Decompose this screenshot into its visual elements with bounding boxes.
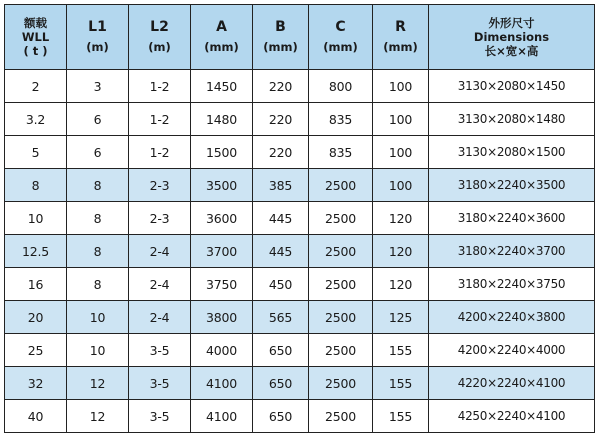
- cell-dimensions: 3180×2240×3700: [429, 235, 595, 268]
- cell-r: 155: [373, 334, 429, 367]
- cell-wll: 5: [5, 136, 67, 169]
- cell-c: 2500: [309, 202, 373, 235]
- cell-l2: 1-2: [129, 136, 191, 169]
- table-row: [5, 235, 595, 268]
- cell-l1: 12: [67, 367, 129, 400]
- cell-r: 155: [373, 400, 429, 433]
- cell-r: 100: [373, 70, 429, 103]
- cell-r: 100: [373, 103, 429, 136]
- cell-r: 100: [373, 136, 429, 169]
- cell-dimensions: 3180×2240×3750: [429, 268, 595, 301]
- cell-dimensions: 4220×2240×4100: [429, 367, 595, 400]
- header-l2-unit: (m): [148, 40, 171, 54]
- cell-a: 4000: [191, 334, 253, 367]
- header-row: [5, 5, 595, 70]
- header-c-unit: (mm): [323, 40, 358, 54]
- cell-dimensions: 3180×2240×3600: [429, 202, 595, 235]
- cell-wll: 3.2: [5, 103, 67, 136]
- cell-b: 650: [253, 400, 309, 433]
- cell-dimensions: 3130×2080×1500: [429, 136, 595, 169]
- table-row: [5, 136, 595, 169]
- cell-r: 155: [373, 367, 429, 400]
- header-dimensions-cn: 外形尺寸: [488, 16, 535, 30]
- cell-a: 1450: [191, 70, 253, 103]
- cell-l2: 3-5: [129, 367, 191, 400]
- header-wll-unit: ( t ): [23, 44, 48, 58]
- cell-c: 2500: [309, 268, 373, 301]
- header-dimensions-unit: 长×宽×高: [484, 44, 539, 58]
- header-cell-l1: [67, 5, 129, 70]
- header-b-label: B: [275, 19, 286, 35]
- cell-l1: 3: [67, 70, 129, 103]
- cell-l1: 8: [67, 202, 129, 235]
- cell-b: 385: [253, 169, 309, 202]
- header-a-unit: (mm): [204, 40, 239, 54]
- cell-r: 120: [373, 235, 429, 268]
- table-row: [5, 268, 595, 301]
- cell-dimensions: 4250×2240×4100: [429, 400, 595, 433]
- header-r-label: R: [395, 19, 406, 35]
- cell-wll: 8: [5, 169, 67, 202]
- table-row: [5, 367, 595, 400]
- table-row: [5, 202, 595, 235]
- cell-dimensions: 3130×2080×1480: [429, 103, 595, 136]
- cell-b: 565: [253, 301, 309, 334]
- header-a-label: A: [216, 19, 227, 35]
- cell-wll: 20: [5, 301, 67, 334]
- cell-a: 3600: [191, 202, 253, 235]
- cell-l1: 12: [67, 400, 129, 433]
- cell-l2: 2-3: [129, 202, 191, 235]
- cell-c: 2500: [309, 367, 373, 400]
- cell-dimensions: 3180×2240×3500: [429, 169, 595, 202]
- header-cell-c: [309, 5, 373, 70]
- header-wll-en: WLL: [21, 30, 50, 44]
- cell-b: 450: [253, 268, 309, 301]
- header-cell-b: [253, 5, 309, 70]
- cell-c: 2500: [309, 400, 373, 433]
- header-r-unit: (mm): [383, 40, 418, 54]
- cell-l2: 1-2: [129, 103, 191, 136]
- cell-b: 650: [253, 334, 309, 367]
- cell-a: 3500: [191, 169, 253, 202]
- cell-l1: 8: [67, 169, 129, 202]
- table-header: [5, 5, 595, 70]
- cell-dimensions: 4200×2240×3800: [429, 301, 595, 334]
- cell-l2: 2-4: [129, 268, 191, 301]
- cell-l1: 6: [67, 136, 129, 169]
- table-row: [5, 301, 595, 334]
- spec-table-wrapper: [4, 4, 594, 428]
- cell-a: 3800: [191, 301, 253, 334]
- table-row: [5, 169, 595, 202]
- cell-wll: 16: [5, 268, 67, 301]
- header-cell-dimensions: [429, 5, 595, 70]
- cell-a: 1500: [191, 136, 253, 169]
- header-b-unit: (mm): [263, 40, 298, 54]
- cell-dimensions: 4200×2240×4000: [429, 334, 595, 367]
- header-c-label: C: [335, 19, 346, 35]
- cell-l1: 10: [67, 334, 129, 367]
- cell-a: 3700: [191, 235, 253, 268]
- cell-l2: 3-5: [129, 400, 191, 433]
- cell-wll: 2: [5, 70, 67, 103]
- cell-a: 4100: [191, 400, 253, 433]
- cell-r: 125: [373, 301, 429, 334]
- cell-l2: 2-4: [129, 235, 191, 268]
- cell-r: 120: [373, 202, 429, 235]
- header-dimensions-en: Dimensions: [473, 30, 550, 44]
- header-l1-unit: (m): [86, 40, 109, 54]
- table-row: [5, 334, 595, 367]
- cell-c: 835: [309, 103, 373, 136]
- cell-b: 445: [253, 235, 309, 268]
- cell-c: 2500: [309, 334, 373, 367]
- table-body: [5, 70, 595, 433]
- cell-wll: 25: [5, 334, 67, 367]
- cell-r: 120: [373, 268, 429, 301]
- cell-wll: 32: [5, 367, 67, 400]
- cell-l1: 6: [67, 103, 129, 136]
- header-cell-r: [373, 5, 429, 70]
- cell-b: 220: [253, 70, 309, 103]
- cell-c: 800: [309, 70, 373, 103]
- cell-l2: 2-4: [129, 301, 191, 334]
- header-cell-l2: [129, 5, 191, 70]
- cell-l1: 8: [67, 235, 129, 268]
- cell-a: 4100: [191, 367, 253, 400]
- table-row: [5, 400, 595, 433]
- cell-c: 2500: [309, 169, 373, 202]
- spec-table: [4, 4, 595, 433]
- cell-l2: 3-5: [129, 334, 191, 367]
- header-cell-wll: [5, 5, 67, 70]
- table-row: [5, 70, 595, 103]
- cell-l1: 10: [67, 301, 129, 334]
- cell-l2: 1-2: [129, 70, 191, 103]
- cell-l2: 2-3: [129, 169, 191, 202]
- cell-wll: 40: [5, 400, 67, 433]
- cell-b: 220: [253, 136, 309, 169]
- cell-dimensions: 3130×2080×1450: [429, 70, 595, 103]
- cell-wll: 12.5: [5, 235, 67, 268]
- cell-c: 2500: [309, 235, 373, 268]
- cell-wll: 10: [5, 202, 67, 235]
- header-l2-label: L2: [150, 19, 169, 35]
- cell-l1: 8: [67, 268, 129, 301]
- header-l1-label: L1: [88, 19, 107, 35]
- cell-b: 220: [253, 103, 309, 136]
- table-row: [5, 103, 595, 136]
- cell-b: 445: [253, 202, 309, 235]
- cell-c: 2500: [309, 301, 373, 334]
- cell-c: 835: [309, 136, 373, 169]
- cell-b: 650: [253, 367, 309, 400]
- cell-a: 3750: [191, 268, 253, 301]
- cell-a: 1480: [191, 103, 253, 136]
- header-cell-a: [191, 5, 253, 70]
- cell-r: 100: [373, 169, 429, 202]
- header-wll-cn: 额载: [24, 16, 47, 30]
